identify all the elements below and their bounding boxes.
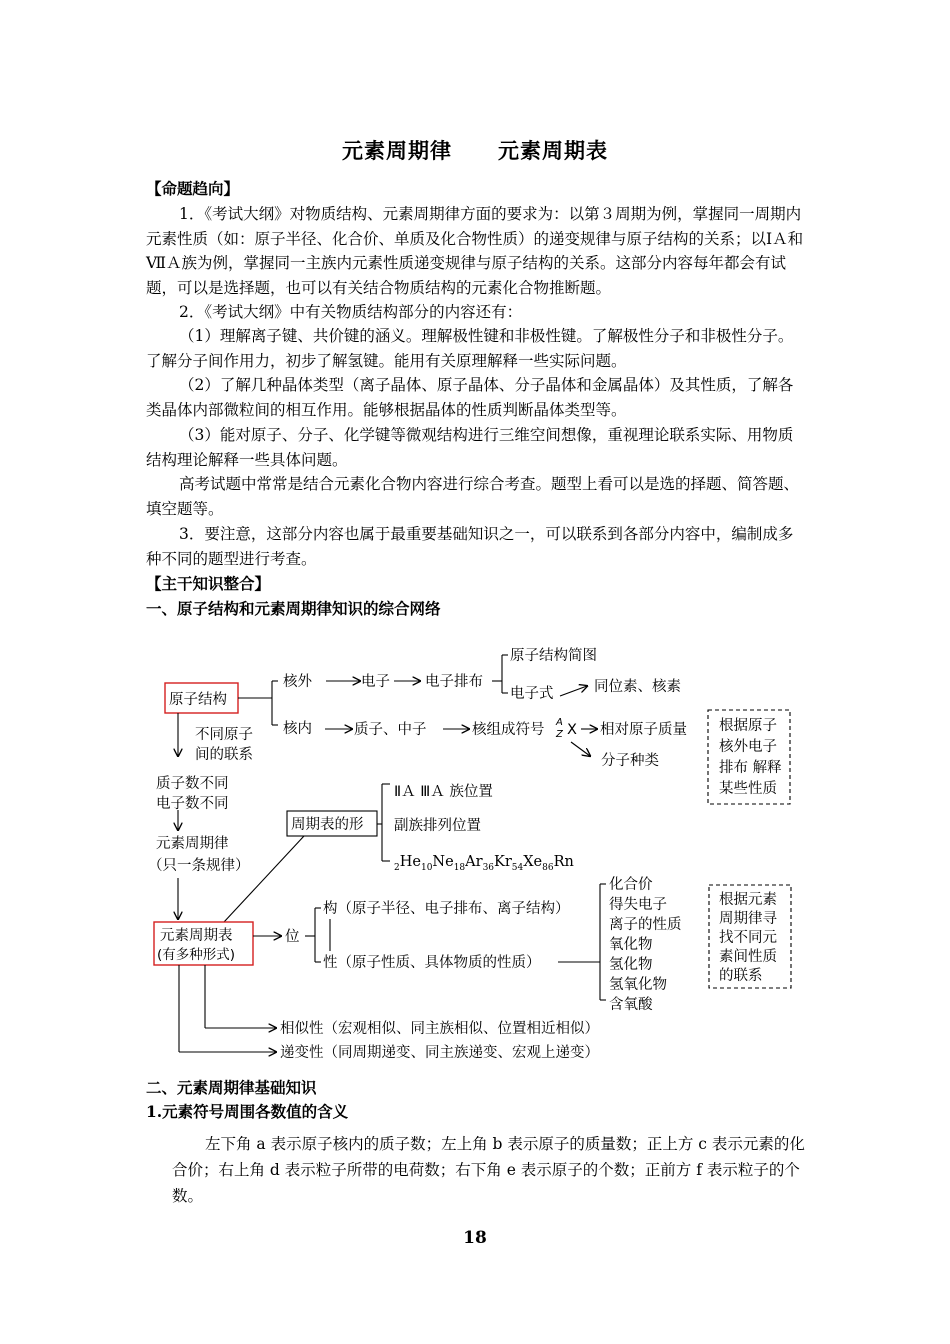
similarity-label: 相似性（宏观相似、同主族相似、位置相近相似） (280, 1021, 599, 1037)
relative-mass-label: 相对原子质量 (600, 722, 687, 738)
trend-paragraph-1: 1．《考试大纲》对物质结构、元素周期律方面的要求为：以第３周期为例，掌握同一周期内元素性质（如：原子半径、化合价、单质及化合物性质）的递变规律与原子结构的关系；以ⅠＡ和ⅦＡ族为例，掌握同一主族内元素性质递变规律与原子结构的关系。这部分内容每年都会有试题，可以是选择题，也可以有关结合物质结构的元素化合物推断题。 (146, 205, 804, 297)
box2-line-5: 的联系 (719, 968, 763, 984)
property-list-5: 氢化物 (609, 957, 653, 973)
trend-paragraph-2: 2．《考试大纲》中有关物质结构部分的内容还有： (179, 303, 523, 321)
box1-line-3: 排布 解释 (719, 760, 782, 776)
electron-label: 电子 (361, 674, 390, 690)
box1-line-4: 某些性质 (719, 781, 777, 797)
ng-sub-4: 36 (482, 863, 495, 873)
title-part-1: 元素周期律 (342, 138, 452, 163)
ng-el-3: Ar (465, 854, 483, 870)
property-label: 性（原子性质、具体物质的性质） (323, 955, 541, 971)
proton-diff-label: 质子数不同 (156, 776, 229, 792)
ng-sub-3: 18 (453, 863, 466, 873)
ng-sub-6: 86 (542, 863, 554, 873)
group-position-label: ⅡＡ ⅢＡ 族位置 (394, 784, 493, 800)
ng-sub-2: 10 (420, 863, 433, 873)
page-title (0, 135, 950, 165)
heading-symbol-meaning: 1.元素符号周围各数值的含义 (146, 1102, 349, 1121)
electron-formula-label: 电子式 (510, 686, 554, 702)
nuclear-symbol-label: 核组成符号 (472, 722, 545, 738)
one-law-label: （只一条规律） (148, 858, 250, 874)
proton-neutron-label: 质子、中子 (354, 722, 427, 738)
ng-el-6: Rn (553, 854, 574, 870)
trend-paragraph-7: 3．要注意，这部分内容也属于最重要基础知识之一，可以联系到各部分内容中，编制成多种不同的题型进行考查。 (146, 525, 794, 568)
property-list-1: 化合价 (609, 877, 653, 893)
table-shape-label: 周期表的形 (291, 817, 364, 833)
box1-line-2: 核外电子 (719, 739, 777, 755)
box2-line-3: 找不同元 (719, 930, 777, 946)
box2-line-2: 周期律寻 (719, 911, 777, 927)
atomic-number-sub: Z (556, 729, 563, 740)
atom-structure-label: 原子结构 (169, 692, 227, 708)
ng-el-5: Xe (523, 854, 543, 870)
ng-sub-1: 2 (394, 863, 400, 873)
property-list-7: 含氧酸 (609, 997, 653, 1013)
property-list-3: 离子的性质 (609, 917, 682, 933)
knowledge-network-diagram (146, 632, 806, 1072)
ng-el-1: He (399, 854, 421, 870)
page-number: 18 (463, 1228, 487, 1248)
heading-trend: 【命题趋向】 (146, 179, 240, 198)
periodic-table-label: 元素周期表 (160, 928, 233, 944)
atom-diagram-label: 原子结构简图 (510, 648, 597, 664)
trend-paragraph-4: （2）了解几种晶体类型（离子晶体、原子晶体、分子晶体和金属晶体）及其性质，了解各类晶体内部微粒间的相互作用。能够根据晶体的性质判断晶体类型等。 (146, 376, 794, 419)
symbol-meaning-paragraph: 左下角 a 表示原子核内的质子数；左上角 b 表示原子的质量数；正上方 c 表示元素的化合价；右上角 d 表示粒子所带的电荷数；右下角 e 表示原子的个数；正前方 f 表示粒子的个数。 (172, 1135, 805, 1205)
property-list-2: 得失电子 (609, 897, 667, 913)
ng-el-2: Ne (432, 854, 454, 870)
trend-paragraph-5: （3）能对原子、分子、化学键等微观结构进行三维空间想像，重视理论联系实际、用物质结构理论解释一些具体问题。 (146, 426, 794, 469)
electron-arrangement-label: 电子排布 (425, 674, 483, 690)
noble-gases-label (394, 854, 574, 873)
property-list-4: 氧化物 (609, 937, 653, 953)
inner-label: 核内 (283, 721, 312, 737)
heading-basic: 二、元素周期律基础知识 (146, 1078, 317, 1097)
trend-paragraph-3: （1）理解离子键、共价键的涵义。理解极性键和非极性键。了解极性分子和非极性分子。了解分子间作用力，初步了解氢键。能用有关原理解释一些实际问题。 (146, 327, 794, 370)
gradation-label: 递变性（同周期递变、同主族递变、宏观上递变） (280, 1045, 599, 1061)
element-x-label: X (567, 722, 577, 738)
box2-line-4: 素间性质 (719, 949, 777, 965)
title-part-2: 元素周期表 (498, 138, 608, 163)
network-svg (146, 632, 806, 1072)
structure-label: 构（原子半径、电子排布、离子结构） (323, 901, 570, 917)
periodic-law-label: 元素周期律 (156, 836, 229, 852)
position-label: 位 (285, 929, 300, 945)
mass-number-sup: A (556, 717, 563, 728)
property-list-6: 氢氧化物 (609, 977, 667, 993)
isotope-label: 同位素、核素 (594, 679, 681, 695)
diff-atoms-line-1: 不同原子 (195, 727, 253, 743)
subgroup-position-label: 副族排列位置 (394, 818, 481, 834)
box1-line-1: 根据原子 (719, 718, 777, 734)
ng-el-4: Kr (494, 854, 512, 870)
molecule-types-label: 分子种类 (601, 753, 659, 769)
heading-network: 一、原子结构和元素周期律知识的综合网络 (146, 599, 441, 618)
trend-paragraph-6: 高考试题中常常是结合元素化合物内容进行综合考查。题型上看可以是选的择题、简答题、填空题等。 (146, 475, 800, 518)
many-forms-label: (有多种形式) (157, 947, 236, 963)
electron-diff-label: 电子数不同 (156, 796, 229, 812)
heading-main: 【主干知识整合】 (146, 574, 271, 593)
ng-sub-5: 54 (511, 863, 524, 873)
box2-line-1: 根据元素 (719, 892, 777, 908)
diff-atoms-line-2: 间的联系 (195, 747, 253, 763)
outer-label: 核外 (283, 674, 312, 690)
